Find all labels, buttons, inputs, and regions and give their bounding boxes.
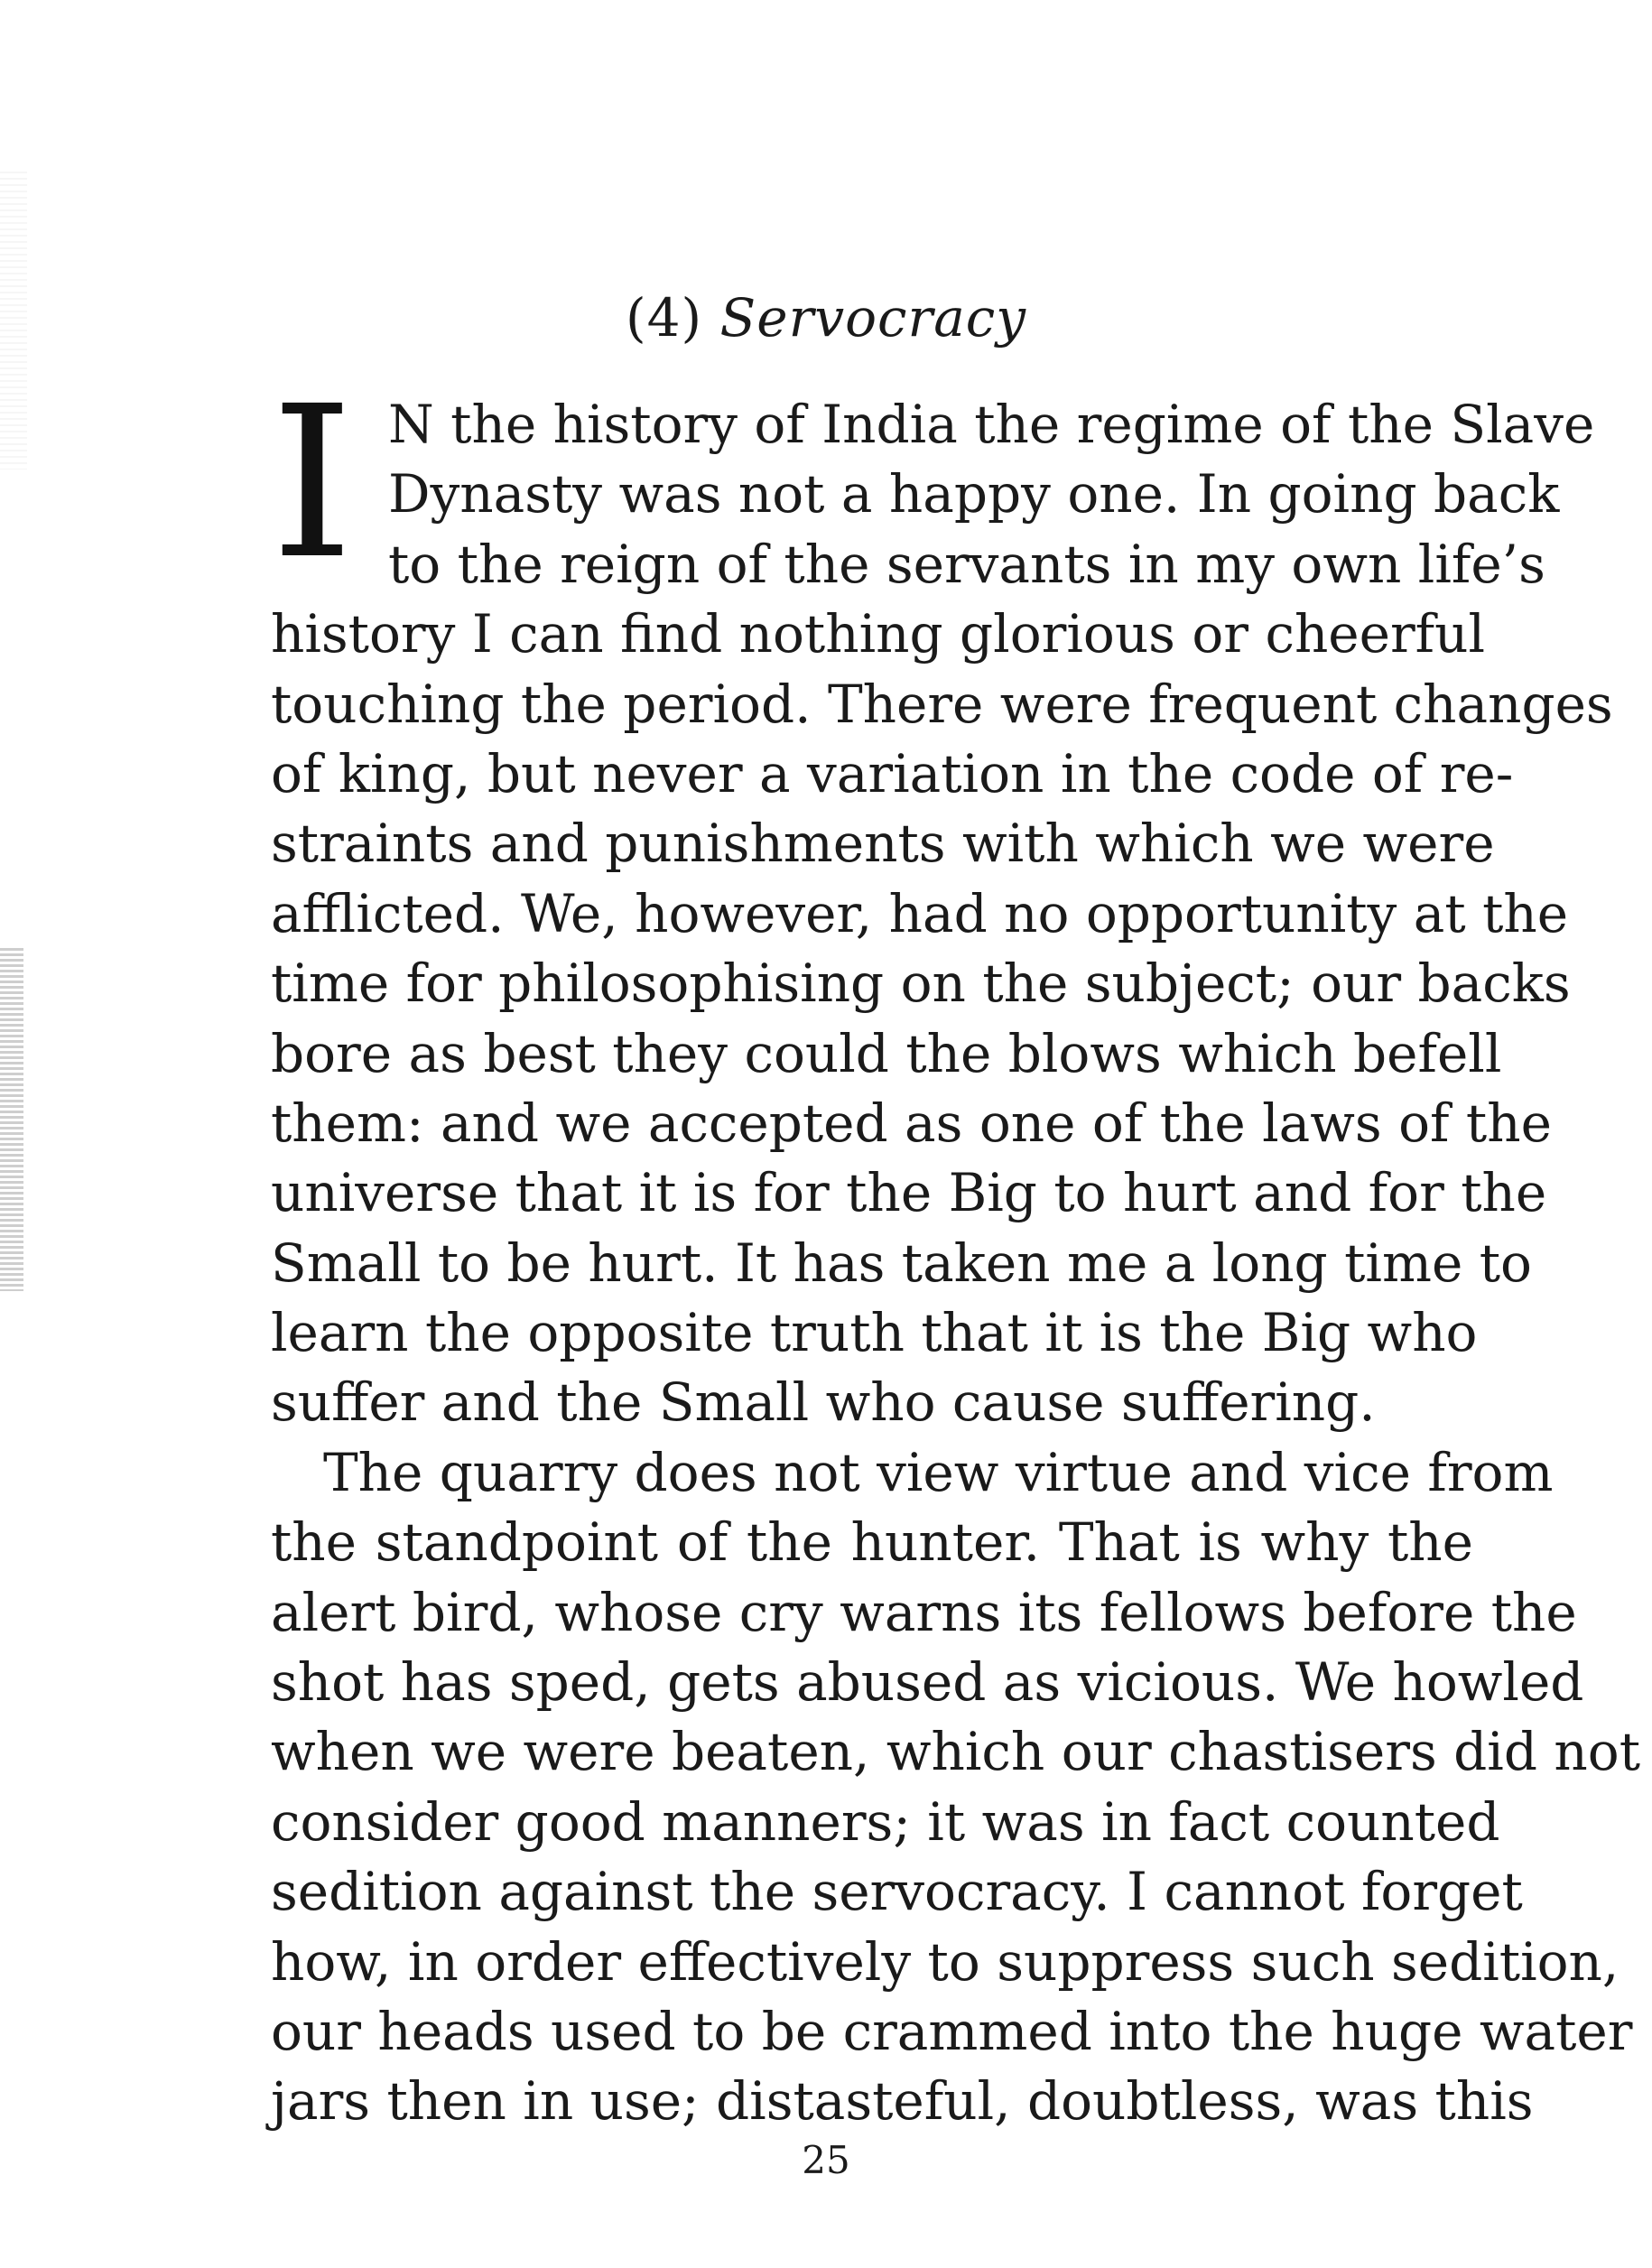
text-line: Small to be hurt. It has taken me a long time to	[271, 1232, 1532, 1294]
text-line: to the reign of the servants in my own life’s	[388, 533, 1545, 595]
text-line: time for philosophising on the subject; our backs	[271, 953, 1571, 1015]
drop-cap: I	[271, 361, 354, 605]
page-number: 25	[802, 2138, 850, 2182]
body-text	[271, 361, 1641, 2137]
text-line: of king, but never a variation in the code of re-	[271, 742, 1514, 804]
text-line: Dynasty was not a happy one. In going back	[388, 463, 1560, 525]
text-line: learn the opposite truth that it is the Big who	[271, 1302, 1478, 1364]
text-line: suffer and the Small who cause suffering.	[271, 1371, 1376, 1434]
text-line: universe that it is for the Big to hurt and for the	[271, 1162, 1547, 1224]
text-line: straints and punishments with which we were	[271, 813, 1495, 875]
section-heading	[0, 287, 1652, 349]
text-line: history I can find nothing glorious or cheerful	[271, 603, 1486, 665]
text-line: The quarry does not view virtue and vice from	[323, 1441, 1554, 1503]
text-line: shot has sped, gets abused as vicious. We howled	[271, 1651, 1584, 1714]
text-line: sedition against the servocracy. I cannot forget	[271, 1861, 1523, 1923]
text-line: jars then in use; distasteful, doubtless, was this	[271, 2070, 1534, 2133]
text-line: our heads used to be crammed into the huge water	[271, 2000, 1633, 2062]
section-title: Servocracy	[719, 287, 1027, 349]
text-line: afflicted. We, however, had no opportunity at the	[271, 882, 1569, 944]
text-line: touching the period. There were frequent changes	[271, 673, 1613, 735]
text-line: bore as best they could the blows which befell	[271, 1022, 1502, 1084]
scan-gutter-noise-lower	[0, 948, 23, 1291]
text-line: when we were beaten, which our chastisers did not	[271, 1721, 1641, 1783]
text-line: alert bird, whose cry warns its fellows before the	[271, 1581, 1577, 1643]
text-line: them: and we accepted as one of the laws of the	[271, 1092, 1552, 1154]
text-line: the standpoint of the hunter. That is why the	[271, 1511, 1473, 1574]
text-line: consider good manners; it was in fact counted	[271, 1790, 1500, 1853]
text-line: N the history of India the regime of the Slave	[388, 394, 1595, 455]
text-line: how, in order effectively to suppress such sedition,	[271, 1930, 1620, 1993]
section-number: (4)	[625, 287, 703, 349]
